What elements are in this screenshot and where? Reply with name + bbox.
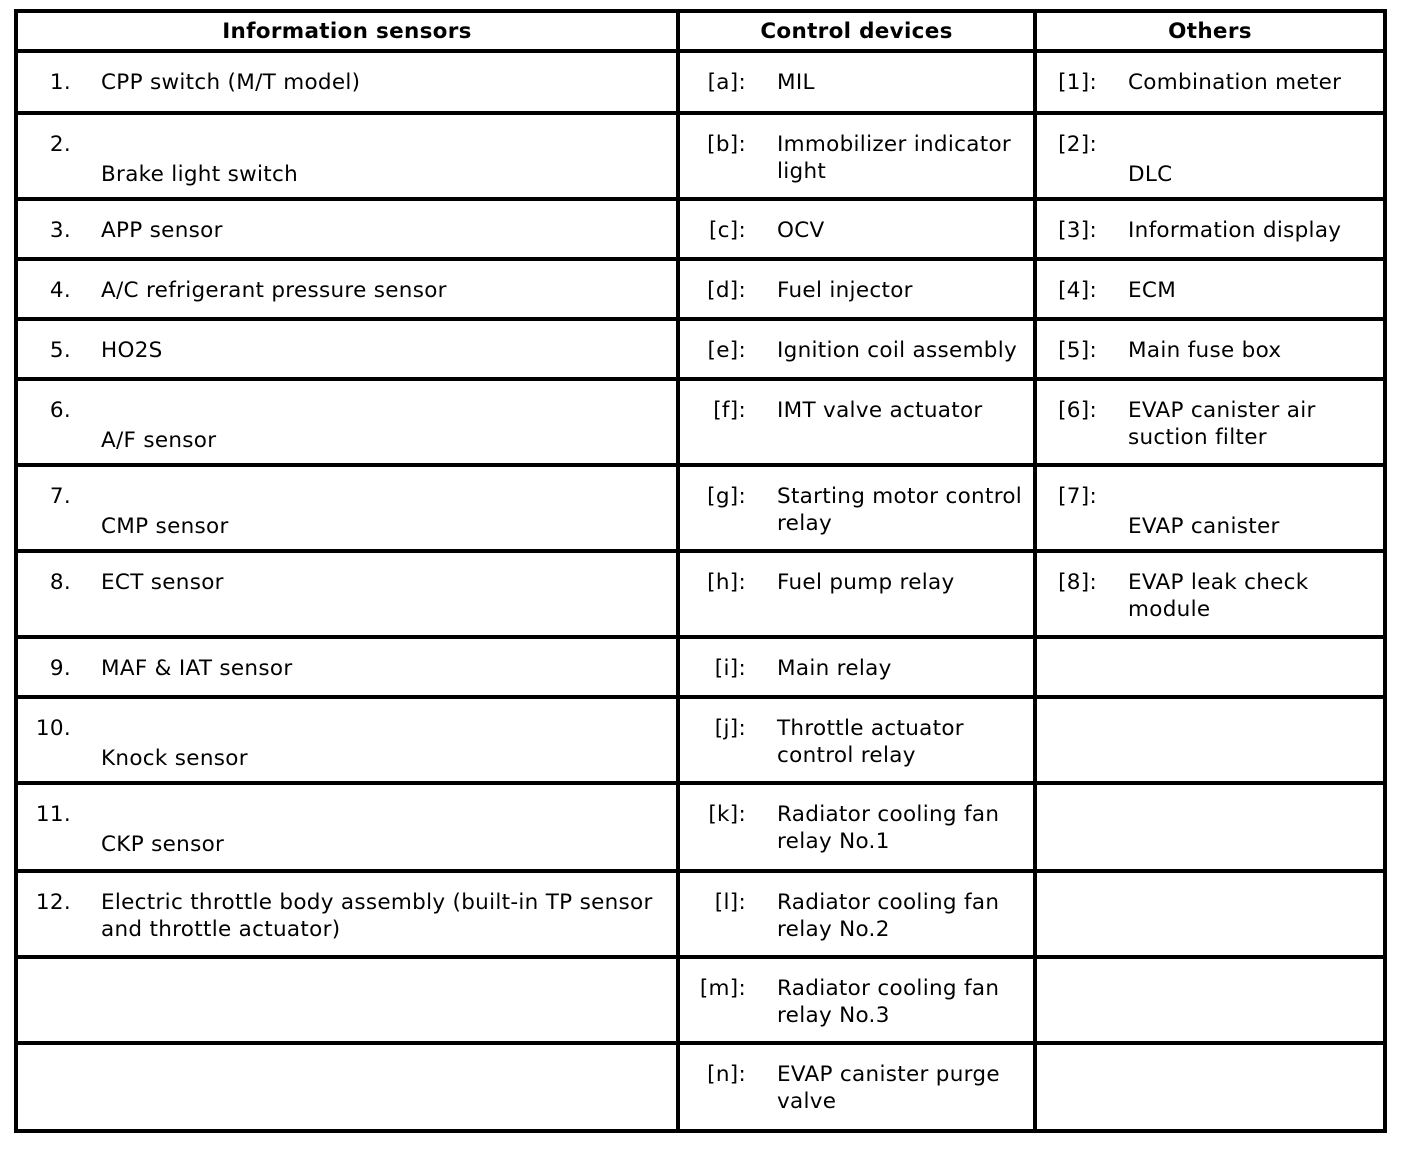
table-row xyxy=(16,113,1385,199)
sensor-label: MAF & IAT sensor xyxy=(101,656,293,681)
other-cell xyxy=(1035,1043,1385,1131)
sensor-number: 6. xyxy=(49,398,71,423)
other-number: [5]: xyxy=(1058,338,1097,363)
other-number: [3]: xyxy=(1058,218,1097,243)
other-cell xyxy=(1035,783,1385,871)
other-cell xyxy=(1035,957,1385,1043)
device-number: [i]: xyxy=(714,656,746,681)
device-label: Ignition coil assembly xyxy=(777,338,1018,363)
device-cell xyxy=(678,637,1035,697)
other-number: [8]: xyxy=(1058,570,1097,595)
sensor-number: 7. xyxy=(49,484,71,509)
sensor-cell xyxy=(16,1043,678,1131)
other-number: [1]: xyxy=(1058,70,1097,95)
device-number: [e]: xyxy=(707,338,746,363)
table-row xyxy=(16,551,1385,637)
device-number: [h]: xyxy=(707,570,746,595)
device-label: Immobilizer indicator light xyxy=(777,132,1012,184)
device-cell xyxy=(678,697,1035,783)
other-cell xyxy=(1035,113,1385,199)
device-cell xyxy=(678,379,1035,465)
sensor-cell xyxy=(16,783,678,871)
other-label: DLC xyxy=(1128,162,1173,187)
device-number: [n]: xyxy=(707,1062,746,1087)
other-label: EVAP leak check module xyxy=(1128,570,1309,622)
device-label: Fuel injector xyxy=(777,278,913,303)
sensor-cell xyxy=(16,379,678,465)
sensor-number: 9. xyxy=(49,656,71,681)
sensor-number: 3. xyxy=(49,218,71,243)
device-cell xyxy=(678,871,1035,957)
table-row xyxy=(16,871,1385,957)
device-cell xyxy=(678,199,1035,259)
device-number: [d]: xyxy=(707,278,746,303)
other-cell xyxy=(1035,199,1385,259)
other-number: [7]: xyxy=(1058,484,1097,509)
table-row xyxy=(16,637,1385,697)
other-number: [6]: xyxy=(1058,398,1097,423)
sensor-number: 11. xyxy=(35,802,71,827)
device-cell xyxy=(678,957,1035,1043)
device-number: [k]: xyxy=(708,802,746,827)
table-row xyxy=(16,465,1385,551)
device-label: Starting motor control relay xyxy=(777,484,1023,536)
sensor-cell xyxy=(16,465,678,551)
device-label: Radiator cooling fan relay No.2 xyxy=(777,890,1000,942)
device-cell xyxy=(678,783,1035,871)
other-cell xyxy=(1035,871,1385,957)
sensor-label: HO2S xyxy=(101,338,163,363)
table-row xyxy=(16,259,1385,319)
sensor-number: 8. xyxy=(49,570,71,595)
table-row xyxy=(16,379,1385,465)
sensor-label: CMP sensor xyxy=(101,514,229,539)
header-information-sensors: Information sensors xyxy=(16,11,678,51)
table-row xyxy=(16,697,1385,783)
device-number: [g]: xyxy=(707,484,746,509)
sensor-cell xyxy=(16,113,678,199)
sensor-number: 5. xyxy=(49,338,71,363)
sensor-label: CPP switch (M/T model) xyxy=(101,70,361,95)
device-cell xyxy=(678,259,1035,319)
sensor-cell xyxy=(16,697,678,783)
sensor-label: Knock sensor xyxy=(101,746,248,771)
sensor-number: 12. xyxy=(35,890,71,915)
sensor-cell xyxy=(16,957,678,1043)
device-label: EVAP canister purge valve xyxy=(777,1062,1000,1114)
other-number: [4]: xyxy=(1058,278,1097,303)
device-label: MIL xyxy=(777,70,815,95)
other-cell xyxy=(1035,379,1385,465)
table-row xyxy=(16,957,1385,1043)
sensor-cell xyxy=(16,551,678,637)
sensor-number: 10. xyxy=(35,716,71,741)
other-label: Information display xyxy=(1128,218,1342,243)
device-cell xyxy=(678,51,1035,113)
other-label: EVAP canister air suction filter xyxy=(1128,398,1316,450)
sensor-label: A/F sensor xyxy=(101,428,217,453)
device-number: [c]: xyxy=(708,218,746,243)
table-row xyxy=(16,1043,1385,1131)
sensor-cell xyxy=(16,51,678,113)
sensor-cell xyxy=(16,319,678,379)
sensor-cell xyxy=(16,637,678,697)
other-label: Combination meter xyxy=(1128,70,1342,95)
other-cell xyxy=(1035,637,1385,697)
sensor-label: Brake light switch xyxy=(101,162,299,187)
header-control-devices: Control devices xyxy=(678,11,1035,51)
other-cell xyxy=(1035,319,1385,379)
sensor-cell xyxy=(16,259,678,319)
sensor-number: 2. xyxy=(49,132,71,157)
other-cell xyxy=(1035,51,1385,113)
sensor-cell xyxy=(16,199,678,259)
table-row xyxy=(16,199,1385,259)
components-table xyxy=(14,9,1387,1133)
sensor-label: Electric throttle body assembly (built-in TP sensor and throttle actuator) xyxy=(101,890,653,942)
device-label: IMT valve actuator xyxy=(777,398,983,423)
device-label: Main relay xyxy=(777,656,892,681)
device-cell xyxy=(678,319,1035,379)
sensor-label: CKP sensor xyxy=(101,832,225,857)
device-label: Radiator cooling fan relay No.3 xyxy=(777,976,1000,1028)
device-number: [a]: xyxy=(707,70,746,95)
other-cell xyxy=(1035,465,1385,551)
device-label: Radiator cooling fan relay No.1 xyxy=(777,802,1000,854)
header-others: Others xyxy=(1035,11,1385,51)
other-cell xyxy=(1035,259,1385,319)
other-number: [2]: xyxy=(1058,132,1097,157)
device-number: [f]: xyxy=(713,398,746,423)
device-number: [b]: xyxy=(707,132,746,157)
other-label: EVAP canister xyxy=(1128,514,1280,539)
sensor-label: APP sensor xyxy=(101,218,223,243)
table-row xyxy=(16,783,1385,871)
sensor-label: ECT sensor xyxy=(101,570,224,595)
device-number: [j]: xyxy=(714,716,746,741)
device-cell xyxy=(678,1043,1035,1131)
device-number: [l]: xyxy=(714,890,746,915)
device-label: Fuel pump relay xyxy=(777,570,955,595)
other-label: Main fuse box xyxy=(1128,338,1282,363)
header-row xyxy=(16,11,1385,51)
other-cell xyxy=(1035,697,1385,783)
table-row xyxy=(16,51,1385,113)
table-row xyxy=(16,319,1385,379)
device-label: Throttle actuator control relay xyxy=(777,716,964,768)
device-cell xyxy=(678,465,1035,551)
device-number: [m]: xyxy=(699,976,746,1001)
device-label: OCV xyxy=(777,218,825,243)
other-cell xyxy=(1035,551,1385,637)
sensor-cell xyxy=(16,871,678,957)
device-cell xyxy=(678,113,1035,199)
sensor-number: 1. xyxy=(49,70,71,95)
sensor-number: 4. xyxy=(49,278,71,303)
other-label: ECM xyxy=(1128,278,1177,303)
device-cell xyxy=(678,551,1035,637)
sensor-label: A/C refrigerant pressure sensor xyxy=(101,278,447,303)
